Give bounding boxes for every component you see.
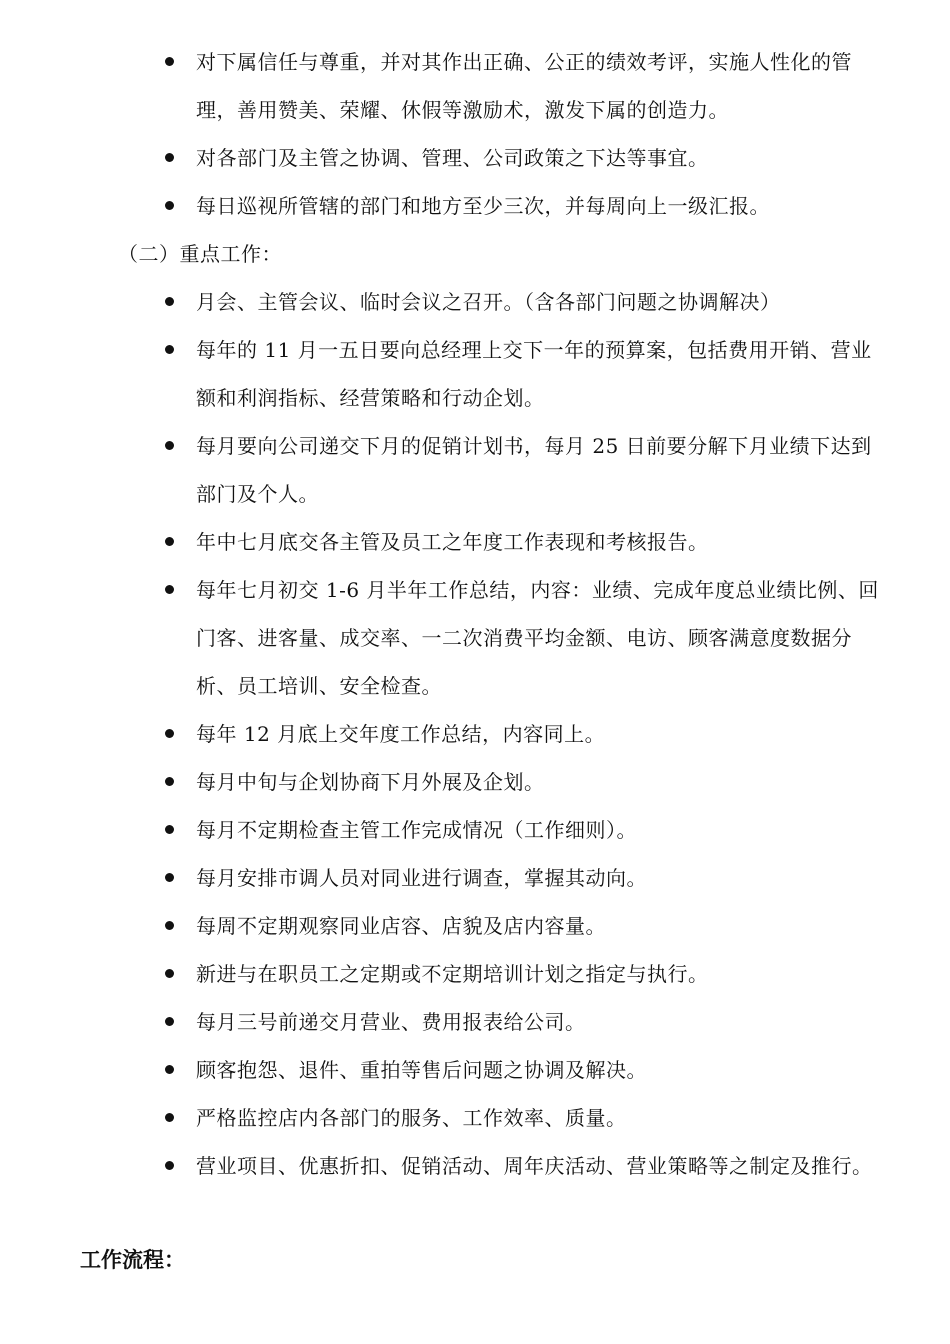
bullet-icon xyxy=(165,537,174,546)
list-item-text: 月会、主管会议、临时会议之召开。（含各部门问题之协调解决） xyxy=(196,290,781,314)
list-item-text: 每月安排市调人员对同业进行调查，掌握其动向。 xyxy=(196,866,647,890)
list-item-text: 对各部门及主管之协调、管理、公司政策之下达等事宜。 xyxy=(196,146,709,170)
list-item xyxy=(0,1094,950,1142)
bullet-icon xyxy=(165,1065,174,1074)
list-item xyxy=(0,422,950,518)
list-item-text: 每年 12 月底上交年度工作总结，内容同上。 xyxy=(196,722,606,746)
list-item-text: 每月三号前递交月营业、费用报表给公司。 xyxy=(196,1010,586,1034)
list-item xyxy=(0,38,950,134)
bullet-icon xyxy=(165,1113,174,1122)
list-item-text: 严格监控店内各部门的服务、工作效率、质量。 xyxy=(196,1106,627,1130)
list-item xyxy=(0,758,950,806)
bullet-icon xyxy=(165,729,174,738)
list-item xyxy=(0,566,950,710)
list-item xyxy=(0,1046,950,1094)
list-item-text: 每年的 11 月一五日要向总经理上交下一年的预算案，包括费用开销、营业额和利润指标、经营策略和行动企划。 xyxy=(196,338,872,410)
list-item xyxy=(0,518,950,566)
bullet-icon xyxy=(165,777,174,786)
key-work-list xyxy=(0,278,950,1190)
bullet-icon xyxy=(165,921,174,930)
list-item xyxy=(0,854,950,902)
bullet-icon xyxy=(165,1161,174,1170)
bullet-icon xyxy=(165,969,174,978)
list-item-text: 每月中旬与企划协商下月外展及企划。 xyxy=(196,770,545,794)
list-item xyxy=(0,950,950,998)
list-item xyxy=(0,998,950,1046)
workflow-heading: 工作流程： xyxy=(80,1248,185,1272)
bullet-icon xyxy=(165,1017,174,1026)
bullet-icon xyxy=(165,201,174,210)
key-work-heading: （二）重点工作： xyxy=(118,242,282,266)
list-item xyxy=(0,710,950,758)
list-item-text: 营业项目、优惠折扣、促销活动、周年庆活动、营业策略等之制定及推行。 xyxy=(196,1154,873,1178)
list-item xyxy=(0,902,950,950)
bullet-icon xyxy=(165,297,174,306)
bullet-icon xyxy=(165,153,174,162)
list-item xyxy=(0,326,950,422)
list-item xyxy=(0,806,950,854)
list-item xyxy=(0,182,950,230)
bullet-icon xyxy=(165,585,174,594)
bullet-icon xyxy=(165,441,174,450)
bullet-icon xyxy=(165,825,174,834)
responsibility-list xyxy=(0,38,950,230)
list-item xyxy=(0,1142,950,1190)
bullet-icon xyxy=(165,345,174,354)
list-item-text: 每日巡视所管辖的部门和地方至少三次，并每周向上一级汇报。 xyxy=(196,194,770,218)
list-item-text: 每年七月初交 1-6 月半年工作总结，内容：业绩、完成年度总业绩比例、回门客、进客量、成交率、一二次消费平均金额、电访、顾客满意度数据分析、员工培训、安全检查。 xyxy=(196,578,879,698)
list-item-text: 顾客抱怨、退件、重拍等售后问题之协调及解决。 xyxy=(196,1058,647,1082)
list-item-text: 对下属信任与尊重，并对其作出正确、公正的绩效考评，实施人性化的管理，善用赞美、荣耀、休假等激励术，激发下属的创造力。 xyxy=(196,50,852,122)
list-item-text: 每周不定期观察同业店容、店貌及店内容量。 xyxy=(196,914,606,938)
list-item-text: 每月不定期检查主管工作完成情况（工作细则）。 xyxy=(196,818,637,842)
list-item xyxy=(0,278,950,326)
list-item-text: 年中七月底交各主管及员工之年度工作表现和考核报告。 xyxy=(196,530,709,554)
list-item xyxy=(0,134,950,182)
bullet-icon xyxy=(165,57,174,66)
list-item-text: 每月要向公司递交下月的促销计划书，每月 25 日前要分解下月业绩下达到部门及个人。 xyxy=(196,434,872,506)
bullet-icon xyxy=(165,873,174,882)
list-item-text: 新进与在职员工之定期或不定期培训计划之指定与执行。 xyxy=(196,962,709,986)
